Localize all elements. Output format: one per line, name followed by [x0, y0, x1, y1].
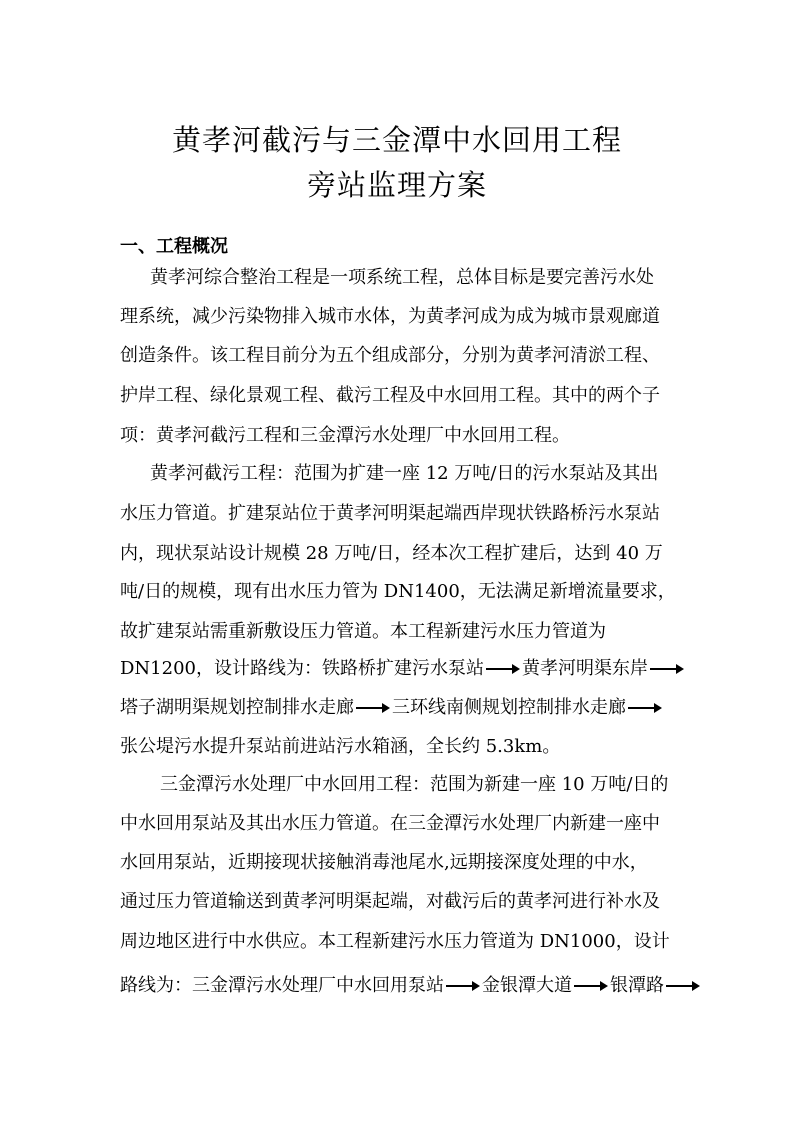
paragraph-line: 三金潭污水处理厂中水回用工程：范围为新建一座 10 万吨/日的	[160, 774, 669, 795]
route-segment: 张公堤污水提升泵站前进站污水箱涵，全长约 5.3km。	[120, 736, 561, 757]
paragraph-line: 内，现状泵站设计规模 28 万吨/日，经本次工程扩建后，达到 40 万	[120, 543, 663, 564]
paragraph-line: 通过压力管道输送到黄孝河明渠起端，对截污后的黄孝河进行补水及	[120, 891, 660, 912]
paragraph-line: 中水回用泵站及其出水压力管道。在三金潭污水处理厂内新建一座中	[120, 813, 660, 834]
paragraph-line: 理系统，减少污染物排入城市水体，为黄孝河成为成为城市景观廊道	[120, 306, 660, 327]
document-title-line2: 旁站监理方案	[306, 168, 487, 202]
paragraph-line: 水回用泵站，近期接现状接触消毒池尾水,远期接深度处理的中水，	[120, 852, 648, 873]
arrow-right-icon	[650, 663, 684, 675]
route-line	[120, 696, 690, 720]
document-title-line1: 黄孝河截污与三金潭中水回用工程	[171, 123, 622, 157]
route-line	[120, 735, 690, 759]
arrow-right-icon	[574, 980, 608, 992]
paragraph-line: 项：黄孝河截污工程和三金潭污水处理厂中水回用工程。	[120, 425, 570, 446]
route-prefix: 路线为：	[120, 975, 192, 996]
paragraph-line: 水压力管道。扩建泵站位于黄孝河明渠起端西岸现状铁路桥污水泵站	[120, 503, 660, 524]
paragraph-line: 创造条件。该工程目前分为五个组成部分，分别为黄孝河清淤工程、	[120, 345, 660, 366]
route-line	[120, 657, 690, 681]
route-segment: 塔子湖明渠规划控制排水走廊	[120, 697, 354, 718]
route-segment: 银潭路	[610, 975, 664, 996]
arrow-right-icon	[486, 663, 520, 675]
paragraph-line: 护岸工程、绿化景观工程、截污工程及中水回用工程。其中的两个子	[120, 385, 660, 406]
paragraph-line: 周边地区进行中水供应。本工程新建污水压力管道为 DN1000，设计	[120, 931, 670, 952]
route-segment: 三金潭污水处理厂中水回用泵站	[192, 975, 444, 996]
route-segment: 黄孝河明渠东岸	[522, 658, 648, 679]
arrow-right-icon	[628, 702, 662, 714]
paragraph-line: 故扩建泵站需重新敷设压力管道。本工程新建污水压力管道为	[120, 621, 606, 642]
paragraph-line: 黄孝河截污工程：范围为扩建一座 12 万吨/日的污水泵站及其出	[150, 463, 659, 484]
arrow-right-icon	[356, 702, 390, 714]
route-segment: 金银潭大道	[482, 975, 572, 996]
paragraph-line: 黄孝河综合整治工程是一项系统工程，总体目标是要完善污水处	[150, 267, 654, 288]
route-segment: 铁路桥扩建污水泵站	[322, 658, 484, 679]
section-heading: 一、工程概况	[120, 236, 228, 257]
arrow-right-icon	[446, 980, 480, 992]
route-line	[120, 974, 690, 998]
arrow-right-icon	[666, 980, 700, 992]
route-prefix: DN1200，设计路线为：	[120, 658, 322, 679]
paragraph-line: 吨/日的规模，现有出水压力管为 DN1400，无法满足新增流量要求，	[120, 581, 676, 602]
route-segment: 三环线南侧规划控制排水走廊	[392, 697, 626, 718]
